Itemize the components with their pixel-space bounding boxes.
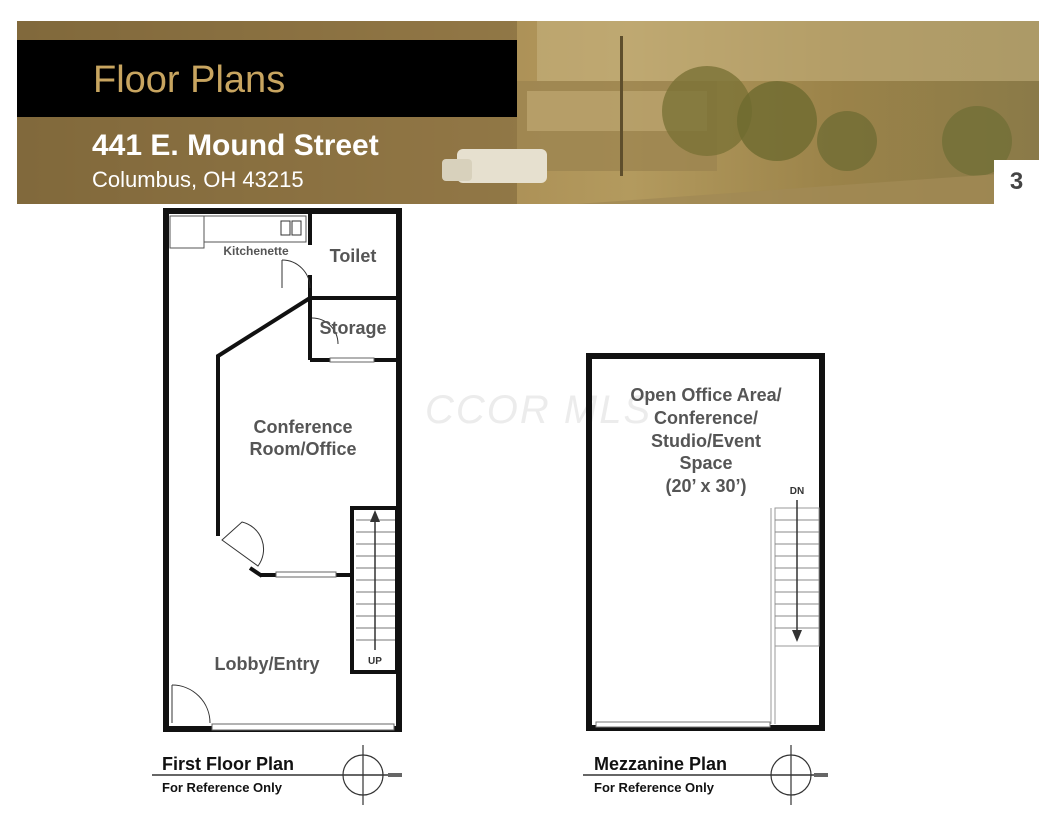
kitchen-counter [204, 216, 306, 242]
page-number: 3 [994, 160, 1039, 204]
mezzanine-label-line1: Open Office Area/ [630, 385, 782, 405]
kitchen-appliance [170, 216, 204, 248]
stair-down-label: DN [789, 486, 805, 497]
kitchenette-label: Kitchenette [223, 244, 289, 258]
storage-window [330, 358, 374, 362]
first-floor-caption: First Floor Plan [162, 754, 295, 774]
entry-door-swing [172, 685, 210, 723]
stair-up-label: UP [368, 656, 382, 667]
toilet-door-swing [282, 260, 310, 288]
toilet-label: Toilet [329, 246, 377, 266]
lobby-label: Lobby/Entry [214, 654, 320, 674]
conference-label-line1: Conference [253, 417, 353, 437]
first-floor-plan [166, 211, 399, 730]
mezzanine-plan [589, 356, 822, 728]
mezzanine-label-line5: (20’ x 30’) [665, 476, 747, 496]
first-floor-note: For Reference Only [162, 780, 282, 795]
page-title: Floor Plans [93, 59, 286, 101]
mezzanine-label-line2: Conference/ [653, 408, 759, 428]
conference-window [276, 572, 336, 577]
sink-left [281, 221, 290, 235]
mezzanine-label-line3: Studio/Event [650, 431, 762, 451]
conference-angled-wall [218, 298, 310, 533]
storage-label: Storage [319, 318, 387, 338]
property-address: 441 E. Mound Street [92, 129, 379, 162]
mezzanine-railing [596, 722, 770, 727]
mezzanine-label-line4: Space [679, 453, 733, 473]
watermark: CCOR MLS [425, 388, 653, 432]
mezzanine-caption: Mezzanine Plan [594, 754, 728, 774]
mezzanine-note: For Reference Only [594, 780, 714, 795]
conference-door-swing [222, 522, 264, 566]
sink-right [292, 221, 301, 235]
front-window [212, 724, 394, 730]
conference-label-line2: Room/Office [249, 439, 357, 459]
property-city: Columbus, OH 43215 [92, 167, 304, 192]
